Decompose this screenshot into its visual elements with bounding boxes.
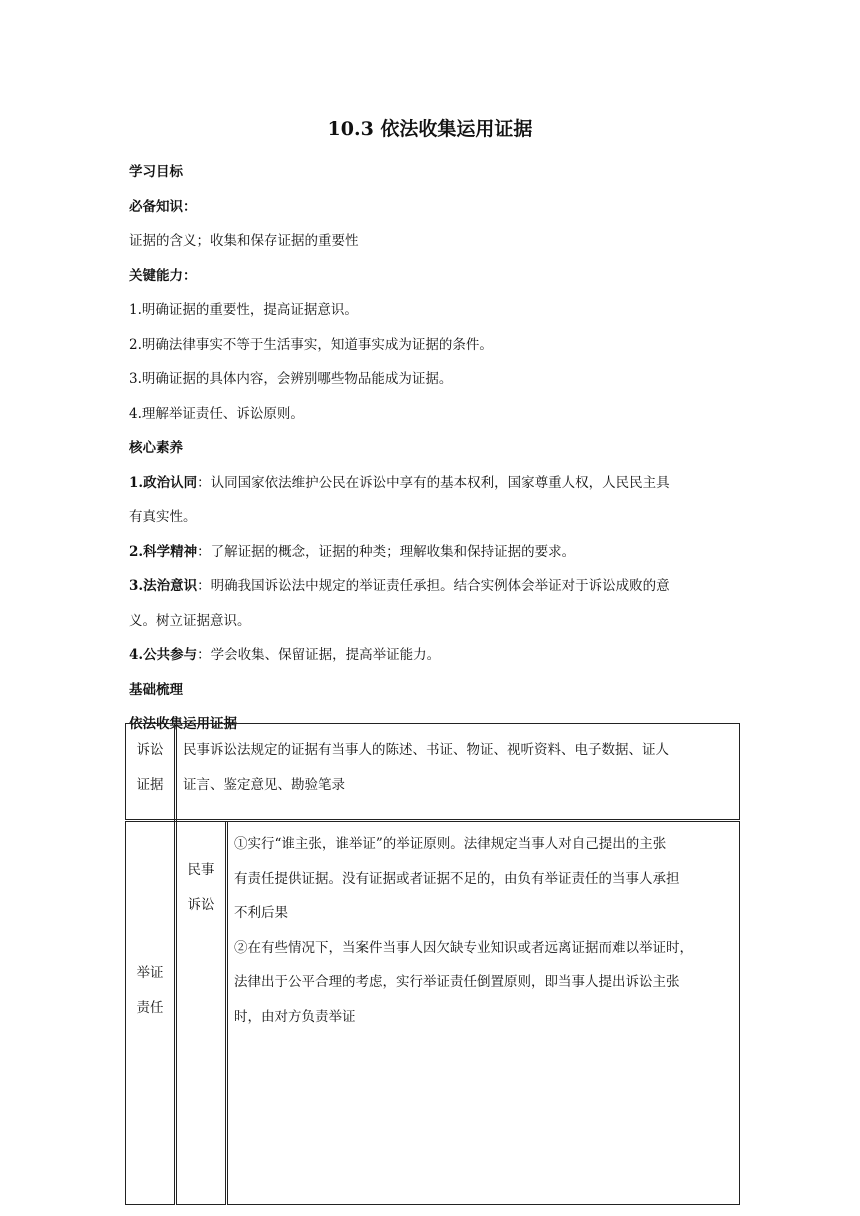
ability-heading: 关键能力： — [129, 267, 197, 284]
page-title: 10.3 依法收集运用证据 — [327, 118, 533, 140]
label-line: 证据 — [136, 776, 164, 793]
row-text-litigation-evidence — [176, 724, 740, 821]
document-body — [129, 155, 744, 742]
text-line: ②在有些情况下，当案件当事人因欠缺专业知识或者远离证据而难以举证时， — [234, 939, 693, 956]
core-item-4 — [129, 638, 744, 673]
text-line: ①实行“谁主张，谁举证”的举证原则。法律规定当事人对自己提出的主张 — [234, 836, 667, 852]
core-item-text: 了解证据的概念，证据的种类；理解收集和保持证据的要求。 — [210, 543, 576, 560]
ability-item-2: 2.明确法律事实不等于生活事实，知道事实成为证据的条件。 — [129, 336, 493, 353]
core-item-sep: ： — [197, 647, 211, 663]
label-line: 诉讼 — [187, 896, 215, 913]
core-item-sep: ： — [197, 543, 211, 560]
core-heading: 核心素养 — [129, 440, 183, 456]
text-line: 不利后果 — [234, 905, 288, 921]
sub-label-civil-litigation — [176, 821, 227, 1205]
ability-item-1: 1.明确证据的重要性，提高证据意识。 — [129, 302, 358, 318]
basics-heading: 基础梳理 — [129, 681, 183, 698]
label-line: 举证 — [136, 965, 164, 981]
core-item-1-cont: 有真实性。 — [129, 509, 197, 525]
core-item-label: 4.公共参与 — [129, 647, 198, 663]
knowledge-text: 证据的含义；收集和保存证据的重要性 — [129, 233, 359, 249]
knowledge-heading: 必备知识： — [129, 198, 197, 215]
table-row — [126, 724, 740, 821]
table-row — [126, 821, 740, 1205]
text-line: 法律出于公平合理的考虑，实行举证责任倒置原则，即当事人提出诉讼主张 — [234, 974, 680, 990]
core-item-2 — [129, 535, 744, 570]
label-line: 民事 — [187, 862, 215, 878]
core-item-sep: ： — [197, 578, 211, 594]
ability-item-4: 4.理解举证责任、诉讼原则。 — [129, 405, 304, 422]
core-item-label: 3.法治意识 — [129, 578, 198, 594]
text-line: 证言、鉴定意见、勘验笔录 — [183, 776, 345, 793]
topic-heading: 依法收集运用证据 — [129, 716, 237, 732]
core-item-text: 学会收集、保留证据，提高举证能力。 — [210, 647, 441, 663]
goals-heading: 学习目标 — [129, 164, 183, 180]
core-item-sep: ： — [197, 474, 211, 491]
text-line: 时，由对方负责举证 — [234, 1008, 356, 1025]
burden-rules-text — [227, 821, 740, 1205]
core-item-text: 认同国家依法维护公民在诉讼中享有的基本权利，国家尊重人权，人民民主具 — [210, 474, 670, 491]
core-item-1 — [129, 466, 744, 501]
row-label-burden-of-proof — [126, 821, 176, 1205]
evidence-table — [125, 723, 740, 1205]
core-item-3-cont: 义。树立证据意识。 — [129, 612, 251, 629]
label-line: 责任 — [136, 999, 164, 1016]
core-item-label: 2.科学精神 — [129, 543, 198, 560]
ability-item-3: 3.明确证据的具体内容，会辨别哪些物品能成为证据。 — [129, 371, 453, 387]
core-item-3 — [129, 569, 744, 604]
text-line: 民事诉讼法规定的证据有当事人的陈述、书证、物证、视听资料、电子数据、证人 — [183, 742, 669, 758]
core-item-text: 明确我国诉讼法中规定的举证责任承担。结合实例体会举证对于诉讼成败的意 — [210, 578, 670, 594]
row-label-litigation-evidence — [126, 724, 176, 821]
core-item-label: 1.政治认同 — [129, 474, 198, 491]
text-line: 有责任提供证据。没有证据或者证据不足的，由负有举证责任的当事人承担 — [234, 870, 680, 887]
label-line: 诉讼 — [136, 742, 164, 758]
